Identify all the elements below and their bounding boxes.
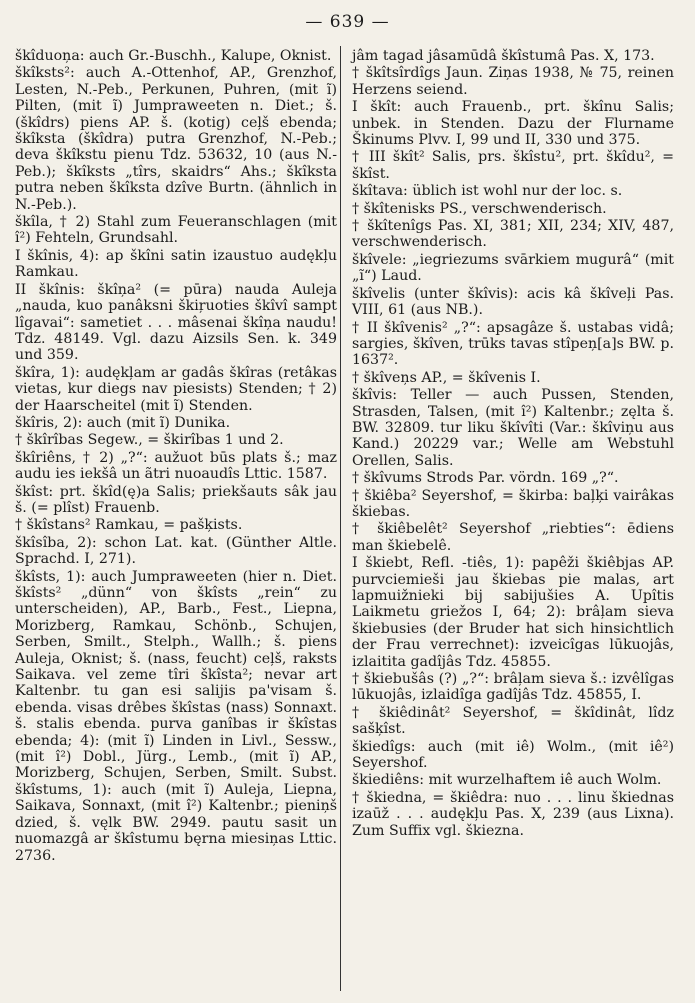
dictionary-entry: † škîstans² Ramkau, = pašķists.	[15, 517, 243, 534]
dictionary-entry: I škînis, 4): ap škîni satin izaustuo audękļu Ramkau.	[15, 247, 337, 281]
dictionary-entry: škîst: prt. škîd(ę)a Salis; priekšauts sâk jau š. (= plîst) Frauenb.	[15, 483, 337, 516]
dictionary-entry: škîriêns, † 2) „?“: aužuot būs plats š.; maz audu ies iekšâ un ãtri nuoaudîs Lttic. 1587.	[15, 449, 337, 483]
dictionary-entry: † škiedna, = škiêdra: nuo . . . linu škiednas izaūž . . . audękļu Pas. X, 239 (aus Lixna). Zum Suffix vgl. škiezna.	[352, 789, 674, 839]
dictionary-entry: škîvis: Teller — auch Pussen, Stenden, Strasden, Talsen, (mit î²) Kaltenbr.; zęlta š. BW. 32809. tur liku škîvîti (Var.: škîviņu aus Kand.) 20229 var.; Welle am Webstuhl Orellen, Salis.	[352, 387, 674, 469]
left-column	[15, 48, 337, 865]
dictionary-entry: † II škîvenis² „?“: apsagâze š. ustabas vidâ; sargies, škîven, trūks tavas stîpeņ[a]s BW. p. 1637².	[352, 319, 674, 369]
dictionary-entry: škîsîba, 2): schon Lat. kat. (Günther Altle. Sprachd. I, 271).	[15, 534, 337, 568]
dictionary-entry: † škîvums Strods Par. vördn. 169 „?“.	[352, 470, 619, 487]
dictionary-entry: † škîrîbas Segew., = škirîbas 1 und 2.	[15, 432, 284, 449]
dictionary-entry: škîksts²: auch A.-Ottenhof, AP., Grenzhof, Lesten, N.-Peb., Perkunen, Puhren, (mit ĩ) Pilten, (mit ĩ) Jumpraweeten n. Diet.; š. (škîdrs) piens AP. š. (kotig) ceļš ebenda; škîksta (škîdra) putra Grenzhof, N.-Peb.; deva škîkstu pienu Tdz. 53632, 10 (aus N.-Peb.); škîksts „tîrs, skaidrs“ Ahs.; škîksta putra neben škîksta dzîve Burtn. (ähnlich in N.-Peb.).	[15, 65, 337, 213]
dictionary-entry: jâm tagad jâsamūdâ škîstumâ Pas. X, 173.	[352, 48, 655, 64]
dictionary-entry: † škîtenisks PS., verschwenderisch.	[352, 200, 607, 217]
dictionary-entry: I škiebt, Refl. -tiês, 1): papêži škiêbjas AP. purvciemieši jau škiebas pie malas, art lapmuižnieki bij sabijušies A. Upîtis Laikmetu griežos I, 64; 2): brâļam sieva škiebusies (der Bruder hat sich hinsichtlich der Frau verrechnet): izveicîgas lūkuojâs, izlaitita gadîjâs Tdz. 45855.	[352, 555, 674, 670]
page-number: — 639 —	[305, 12, 390, 32]
dictionary-entry: II škînis: škîņa² (= pūra) nauda Auleja „nauda, kuo panâksni škiŗuoties škîvî sampt lîgavai“: sametiet . . . mâsenai škîņa naudu! Tdz. 48149. Vgl. dazu Aizsils Sen. k. 349 und 359.	[15, 281, 337, 364]
column-divider	[340, 46, 341, 991]
right-column	[352, 48, 674, 840]
dictionary-entry: škîsts, 1): auch Jumpraweeten (hier n. Diet. škîsts² „dünn“ von škîsts „rein“ zu unterscheiden), AP., Barb., Fest., Liepna, Morizberg, Ramkau, Schönb., Schujen, Serben, Smilt., Stelph., Wallh.; š. piens Auleja, Oknist; š. (nass, feucht) ceļš, raksts Saikava. vel zeme tîri škîsta²; nevar art Kaltenbr. tu gan esi salijis pa'visam š. ebenda. visas drêbes škîstas (nass) Sonnaxt. š. stalis ebenda. purva ganîbas ir škîstas ebenda; 4): (mit ĩ) Linden in Livl., Sessw., (mit î²) Dobl., Jürg., Lemb., (mit ĩ) AP., Morizberg, Schujen, Serben, Smilt. Subst. škîstums, 1): auch (mit ĩ) Auleja, Liepna, Saikava, Sonnaxt, (mit î²) Kaltenbr.; pieniņš dzied, š. vęlk BW. 2949. pautu sasit un nuomazgâ ar škîstumu bęrna miesiņas Lttic. 2736.	[15, 568, 337, 864]
dictionary-entry: škîris, 2): auch (mit ĩ) Dunika.	[15, 414, 231, 431]
dictionary-entry: škîla, † 2) Stahl zum Feueranschlagen (mit î²) Fehteln, Grundsahl.	[15, 214, 337, 247]
dictionary-entry: škiedîgs: auch (mit iê) Wolm., (mit iê²) Seyershof.	[352, 738, 674, 772]
dictionary-entry: † škîtsîrdîgs Jaun. Ziņas 1938, № 75, reinen Herzens seiend.	[352, 65, 674, 98]
dictionary-entry: I škît: auch Frauenb., prt. škînu Salis; unbek. in Stenden. Dazu der Flurname Škinums Plvv. I, 99 und II, 330 und 375.	[352, 99, 674, 149]
dictionary-entry: † škîtenîgs Pas. XI, 381; XII, 234; XIV, 487, verschwenderisch.	[352, 218, 674, 251]
dictionary-entry: škîtava: üblich ist wohl nur der loc. s.	[352, 183, 623, 200]
dictionary-entry: † škiêbelêt² Seyershof „riebties“: ēdiens man škiebelê.	[352, 521, 674, 554]
dictionary-entry: † škiêba² Seyershof, = škirba: baļķi vairâkas škiebas.	[352, 487, 674, 520]
dictionary-entry: škiediêns: mit wurzelhaftem iê auch Wolm.	[352, 772, 662, 789]
dictionary-entry: † škiêdinât² Seyershof, = škîdinât, lîdz sašķîst.	[352, 704, 674, 738]
dictionary-entry: škîra, 1): audękļam ar gadâs škîras (retâkas vietas, kur diegs nav piesists) Stenden; † 2) der Haarscheitel (mit ĩ) Stenden.	[15, 364, 337, 414]
dictionary-entry: † škîveņs AP., = škîvenis I.	[352, 369, 541, 386]
dictionary-entry: † III škît² Salis, prs. škîstu², prt. škîdu², = škîst.	[352, 149, 674, 182]
dictionary-entry: škîvele: „iegriezums svārkiem mugurâ“ (mit „ĩ“) Laud.	[352, 251, 674, 285]
dictionary-entry: † škiebušâs (?) „?“: brâļam sieva š.: izvêlîgas lūkuojâs, izlaidîga gadîjâs Tdz. 45855, I.	[352, 671, 674, 704]
dictionary-entry: škîvelis (unter škîvis): acis kâ škîveļi Pas. VIII, 61 (aus NB.).	[352, 285, 674, 319]
dictionary-entry: škîduoņa: auch Gr.-Buschh., Kalupe, Oknist.	[15, 48, 332, 64]
